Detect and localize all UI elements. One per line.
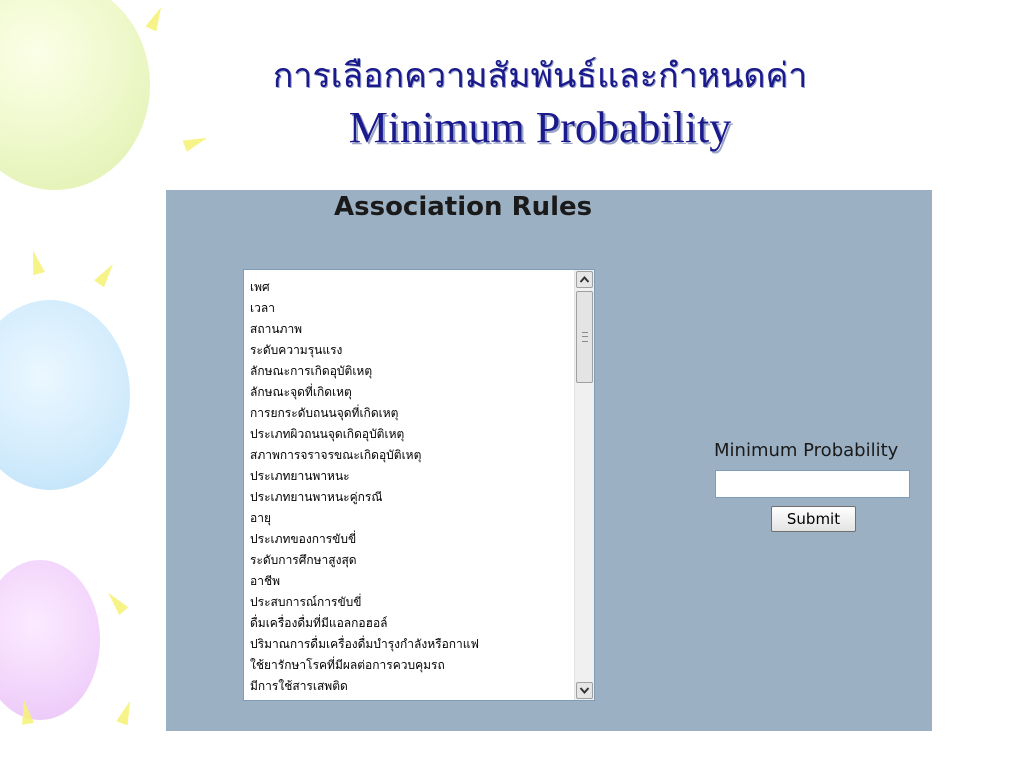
decorative-spark [104, 589, 129, 615]
list-item[interactable]: อาชีพ [250, 574, 280, 588]
decorative-spark [145, 5, 166, 32]
attribute-list [250, 277, 570, 697]
list-item[interactable]: ระดับการศึกษาสูงสุด [250, 553, 357, 567]
grip-icon [582, 332, 588, 342]
scroll-down-button[interactable] [576, 682, 593, 699]
chevron-up-icon [579, 275, 590, 284]
slide-title-thai: การเลือกความสัมพันธ์และกำหนดค่า [272, 58, 808, 95]
chevron-down-icon [579, 686, 590, 695]
list-item[interactable]: เพศ [250, 280, 270, 294]
list-item[interactable]: ดื่มเครื่องดื่มที่มีแอลกอฮอล์ [250, 616, 388, 630]
list-item[interactable]: มีการใช้สารเสพติด [250, 679, 348, 693]
list-item[interactable]: ระดับความรุนแรง [250, 343, 343, 357]
min-probability-label: Minimum Probability [714, 440, 899, 461]
decorative-balloon-purple [0, 560, 100, 720]
decorative-spark [94, 261, 118, 288]
decorative-spark [27, 249, 45, 275]
list-item[interactable]: อายุ [250, 511, 271, 525]
list-item[interactable]: ประเภทของการขับขี่ [250, 532, 357, 546]
scrollbar-thumb[interactable] [576, 291, 593, 383]
list-item[interactable]: ประเภทยานพาหนะคู่กรณี [250, 490, 383, 504]
min-probability-input[interactable] [715, 470, 910, 498]
attribute-listbox[interactable] [243, 269, 595, 701]
list-item[interactable]: ปริมาณการดื่มเครื่องดื่มบำรุงกำลังหรือกาแฟ [250, 637, 480, 651]
list-item[interactable]: เวลา [250, 301, 275, 315]
panel-heading: Association Rules [334, 192, 593, 222]
list-item[interactable]: ลักษณะการเกิดอุบัติเหตุ [250, 364, 373, 378]
listbox-scrollbar[interactable] [574, 270, 594, 700]
list-item[interactable]: ประเภทผิวถนนจุดเกิดอุบัติเหตุ [250, 427, 405, 441]
list-item[interactable]: การยกระดับถนนจุดที่เกิดเหตุ [250, 406, 399, 420]
slide-title-english: Minimum Probability [348, 103, 732, 152]
list-item[interactable]: ประสบการณ์การขับขี่ [250, 595, 362, 609]
list-item[interactable]: สภาพการจราจรขณะเกิดอุบัติเหตุ [250, 448, 422, 462]
decorative-spark [116, 699, 135, 726]
association-rules-panel [166, 190, 932, 731]
scroll-up-button[interactable] [576, 271, 593, 288]
list-item[interactable]: สถานภาพ [250, 322, 303, 336]
submit-button[interactable]: Submit [771, 506, 856, 532]
decorative-balloon-blue [0, 300, 130, 490]
list-item[interactable]: ลักษณะจุดที่เกิดเหตุ [250, 385, 352, 399]
list-item[interactable]: ประเภทยานพาหนะ [250, 469, 350, 483]
list-item[interactable]: ใช้ยารักษาโรคที่มีผลต่อการควบคุมรถ [250, 658, 445, 672]
